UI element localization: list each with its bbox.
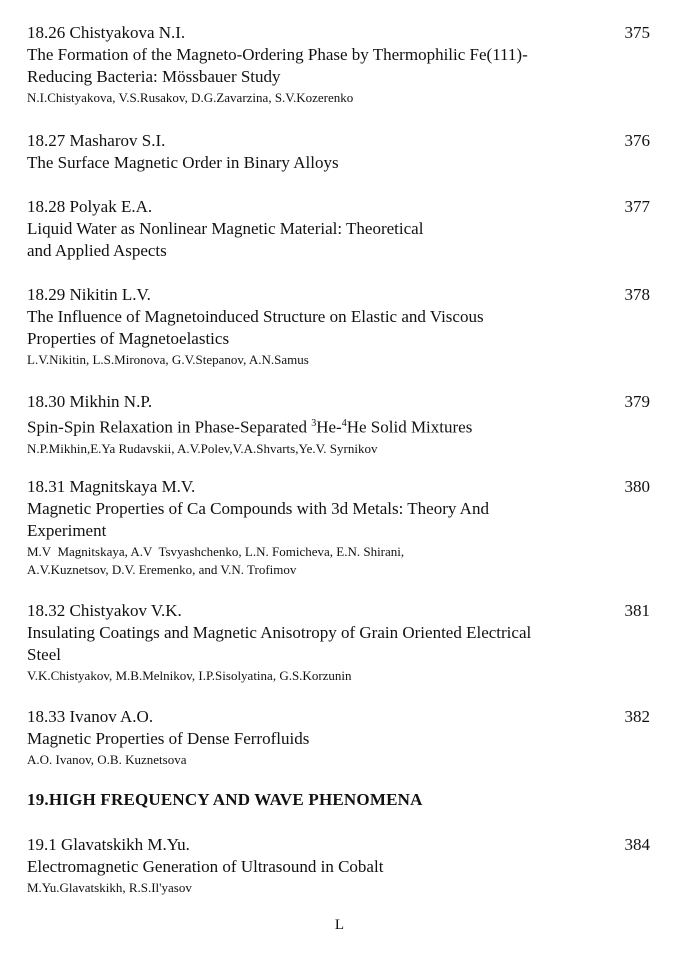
entry-authors: M.Yu.Glavatskikh, R.S.Il'yasov <box>27 880 192 895</box>
page-number: 378 <box>624 285 650 304</box>
entry-authors: A.O. Ivanov, O.B. Kuznetsova <box>27 752 187 767</box>
title-line <box>27 413 652 439</box>
entry-authors: V.K.Chistyakov, M.B.Melnikov, I.P.Sisolyatina, G.S.Korzunin <box>27 668 352 683</box>
entry-head <box>27 130 652 152</box>
title-line: Properties of Magnetoelastics <box>27 329 230 348</box>
toc-entry <box>27 196 652 262</box>
title-line: Experiment <box>27 521 107 540</box>
entry-head <box>27 476 652 498</box>
toc-entry <box>27 284 652 369</box>
entry-head <box>27 706 652 728</box>
entry-title <box>27 44 652 88</box>
entry-head <box>27 834 652 856</box>
toc-entry <box>27 22 652 107</box>
author-line: M.V Magnitskaya, A.V Tsvyashchenko, L.N. Fomicheva, E.N. Shirani, <box>27 544 405 559</box>
title-line: Insulating Coatings and Magnetic Anisotropy of Grain Oriented Electrical <box>27 623 532 642</box>
superscript: 4 <box>341 418 347 429</box>
entry-authors: N.I.Chistyakova, V.S.Rusakov, D.G.Zavarzina, S.V.Kozerenko <box>27 90 354 105</box>
page-number: 376 <box>624 131 650 150</box>
entry-title <box>27 413 652 439</box>
entry-title <box>27 306 652 350</box>
entry-head <box>27 22 652 44</box>
title-text: He- <box>316 417 342 437</box>
entry-title <box>27 728 652 750</box>
page-number: 381 <box>624 601 650 620</box>
entry-number-author: 19.1 Glavatskikh M.Yu. <box>27 835 190 854</box>
entry-head <box>27 600 652 622</box>
entry-title <box>27 152 652 174</box>
entry-authors <box>27 543 652 579</box>
page-number: 375 <box>624 23 650 42</box>
section-heading: 19.HIGH FREQUENCY AND WAVE PHENOMENA <box>27 790 423 809</box>
superscript: 3 <box>311 418 317 429</box>
title-line: Magnetic Properties of Ca Compounds with 3d Metals: Theory And <box>27 499 489 518</box>
title-line: The Formation of the Magneto-Ordering Phase by Thermophilic Fe(111)- <box>27 45 528 64</box>
entry-title <box>27 498 652 542</box>
toc-entry <box>27 600 652 685</box>
entry-title <box>27 218 652 262</box>
entry-number-author: 18.29 Nikitin L.V. <box>27 285 151 304</box>
entry-number-author: 18.27 Masharov S.I. <box>27 131 166 150</box>
title-line: Liquid Water as Nonlinear Magnetic Material: Theoretical <box>27 219 424 238</box>
toc-entry <box>27 391 652 458</box>
page-number: 382 <box>624 707 650 726</box>
entry-title <box>27 622 652 666</box>
toc-entry <box>27 706 652 769</box>
title-line: Electromagnetic Generation of Ultrasound in Cobalt <box>27 857 384 876</box>
title-line: and Applied Aspects <box>27 241 167 260</box>
page-folio: L <box>334 917 345 933</box>
title-line: Steel <box>27 645 61 664</box>
entry-number-author: 18.31 Magnitskaya M.V. <box>27 477 196 496</box>
title-line: Reducing Bacteria: Mössbauer Study <box>27 67 281 86</box>
entry-authors: N.P.Mikhin,E.Ya Rudavskii, A.V.Polev,V.A.Shvarts,Ye.V. Syrnikov <box>27 440 378 456</box>
title-text: He Solid Mixtures <box>346 417 473 437</box>
entry-title <box>27 856 652 878</box>
toc-entry <box>27 476 652 579</box>
page-number: 377 <box>624 197 650 216</box>
title-line: The Surface Magnetic Order in Binary Alloys <box>27 153 339 172</box>
page-number: 380 <box>624 477 650 496</box>
entry-head <box>27 284 652 306</box>
entry-head <box>27 196 652 218</box>
title-line: The Influence of Magnetoinduced Structure on Elastic and Viscous <box>27 307 484 326</box>
entry-number-author: 18.33 Ivanov A.O. <box>27 707 154 726</box>
page-number: 379 <box>624 392 650 411</box>
toc-entry <box>27 834 652 897</box>
page-number: 384 <box>624 835 650 854</box>
title-line: Magnetic Properties of Dense Ferrofluids <box>27 729 310 748</box>
toc-entry <box>27 130 652 174</box>
author-line: A.V.Kuznetsov, D.V. Eremenko, and V.N. Trofimov <box>27 562 297 577</box>
entry-authors: L.V.Nikitin, L.S.Mironova, G.V.Stepanov, A.N.Samus <box>27 352 309 367</box>
entry-number-author: 18.26 Chistyakova N.I. <box>27 23 186 42</box>
entry-number-author: 18.30 Mikhin N.P. <box>27 392 153 411</box>
entry-number-author: 18.32 Chistyakov V.K. <box>27 601 182 620</box>
entry-head <box>27 391 652 413</box>
title-text: Spin-Spin Relaxation in Phase-Separated <box>27 417 312 437</box>
entry-number-author: 18.28 Polyak E.A. <box>27 197 153 216</box>
